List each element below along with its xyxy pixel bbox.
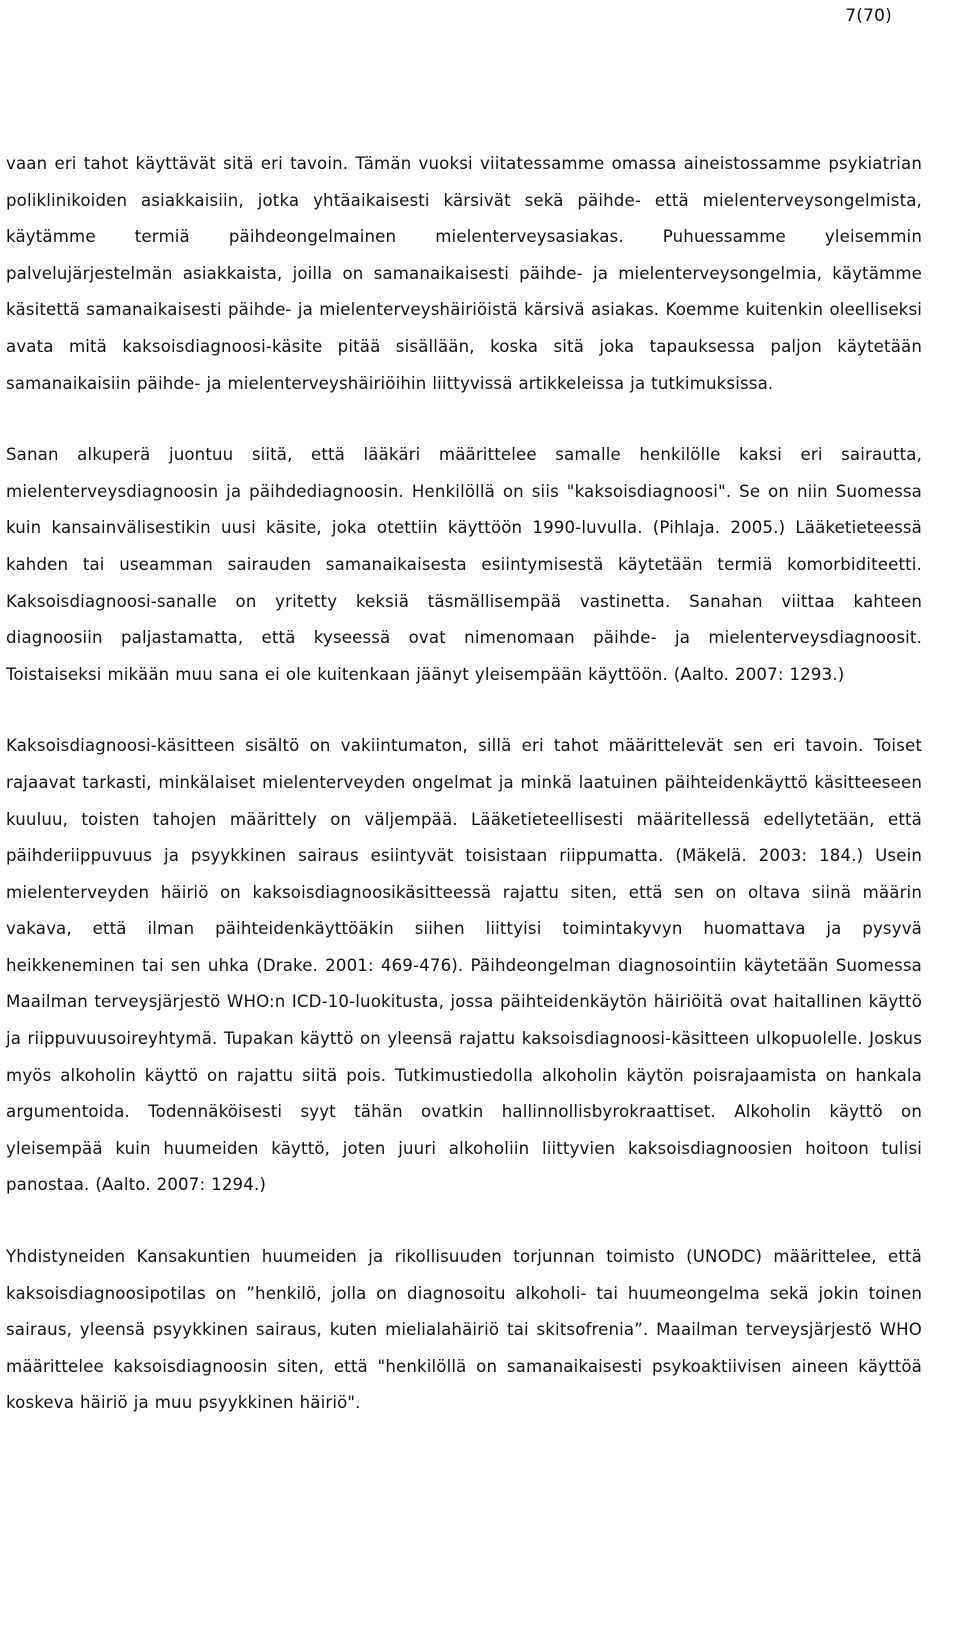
page-number: 7(70) [845, 6, 892, 26]
document-body [6, 146, 922, 1422]
paragraph-1: vaan eri tahot käyttävät sitä eri tavoin. Tämän vuoksi viitatessamme omassa aineistossamme psykiatrian poliklinikoiden asiakkaisiin, jotka yhtäaikaisesti kärsivät sekä päihde- että mielenterveysongelmista, käytämme termiä päihdeongelmainen mielenterveysasiakas. Puhuessamme yleisemmin palvelujärjestelmän asiakkaista, joilla on samanaikaisesti päihde- ja mielenterveysongelmia, käytämme käsitettä samanaikaisesti päihde- ja mielenterveyshäiriöistä kärsivä asiakas. Koemme kuitenkin oleelliseksi avata mitä kaksoisdiagnoosi-käsite pitää sisällään, koska sitä joka tapauksessa paljon käytetään samanaikaisiin päihde- ja mielenterveyshäiriöihin liittyvissä artikkeleissa ja tutkimuksissa. [6, 154, 922, 393]
paragraph-2: Sanan alkuperä juontuu siitä, että lääkäri määrittelee samalle henkilölle kaksi eri sairautta, mielenterveysdiagnoosin ja päihdediagnoosin. Henkilöllä on siis "kaksoisdiagnoosi". Se on niin Suomessa kuin kansainvälisestikin uusi käsite, joka otettiin käyttöön 1990-luvulla. (Pihlaja. 2005.) Lääketieteessä kahden tai useamman sairauden samanaikaisesta esiintymisestä käytetään termiä komorbiditeetti. Kaksoisdiagnoosi-sanalle on yritetty keksiä täsmällisempää vastinetta. Sanahan viittaa kahteen diagnoosiin paljastamatta, että kyseessä ovat nimenomaan päihde- ja mielenterveysdiagnoosit. Toistaiseksi mikään muu sana ei ole kuitenkaan jäänyt yleisempään käyttöön. (Aalto. 2007: 1293.) [6, 445, 922, 684]
paragraph-3: Kaksoisdiagnoosi-käsitteen sisältö on vakiintumaton, sillä eri tahot määrittelevät sen eri tavoin. Toiset rajaavat tarkasti, minkälaiset mielenterveyden ongelmat ja minkä laatuinen päihteidenkäyttö käsitteeseen kuuluu, toisten tahojen määrittely on väljempää. Lääketieteellisesti määritellessä edellytetään, että päihderiippuvuus ja psyykkinen sairaus esiintyvät toisistaan riippumatta. (Mäkelä. 2003: 184.) Usein mielenterveyden häiriö on kaksoisdiagnoosikäsitteessä rajattu siten, että sen on oltava siinä määrin vakava, että ilman päihteidenkäyttöäkin siihen liittyisi toimintakyvyn huomattava ja pysyvä heikkeneminen tai sen uhka (Drake. 2001: 469-476). Päihdeongelman diagnosointiin käytetään Suomessa Maailman terveysjärjestö WHO:n ICD-10-luokitusta, jossa päihteidenkäytön häiriöitä ovat haitallinen käyttö ja riippuvuusoireyhtymä. Tupakan käyttö on yleensä rajattu kaksoisdiagnoosi-käsitteen ulkopuolelle. Joskus myös alkoholin käyttö on rajattu siitä pois. Tutkimustiedolla alkoholin käytön poisrajaamista on hankala argumentoida. Todennäköisesti syyt tähän ovatkin hallinnollisbyrokraattiset. Alkoholin käyttö on yleisempää kuin huumeiden käyttö, joten juuri alkoholiin liittyvien kaksoisdiagnoosien hoitoon tulisi panostaa. (Aalto. 2007: 1294.) [6, 736, 922, 1195]
paragraph-4: Yhdistyneiden Kansakuntien huumeiden ja rikollisuuden torjunnan toimisto (UNODC) määrittelee, että kaksoisdiagnoosipotilas on ”henkilö, jolla on diagnosoitu alkoholi- tai huumeongelma sekä jokin toinen sairaus, yleensä psyykkinen sairaus, kuten mielialahäiriö tai skitsofrenia”. Maailman terveysjärjestö WHO määrittelee kaksoisdiagnoosin siten, että "henkilöllä on samanaikaisesti psykoaktiivisen aineen käyttöä koskeva häiriö ja muu psyykkinen häiriö". [6, 1247, 922, 1413]
